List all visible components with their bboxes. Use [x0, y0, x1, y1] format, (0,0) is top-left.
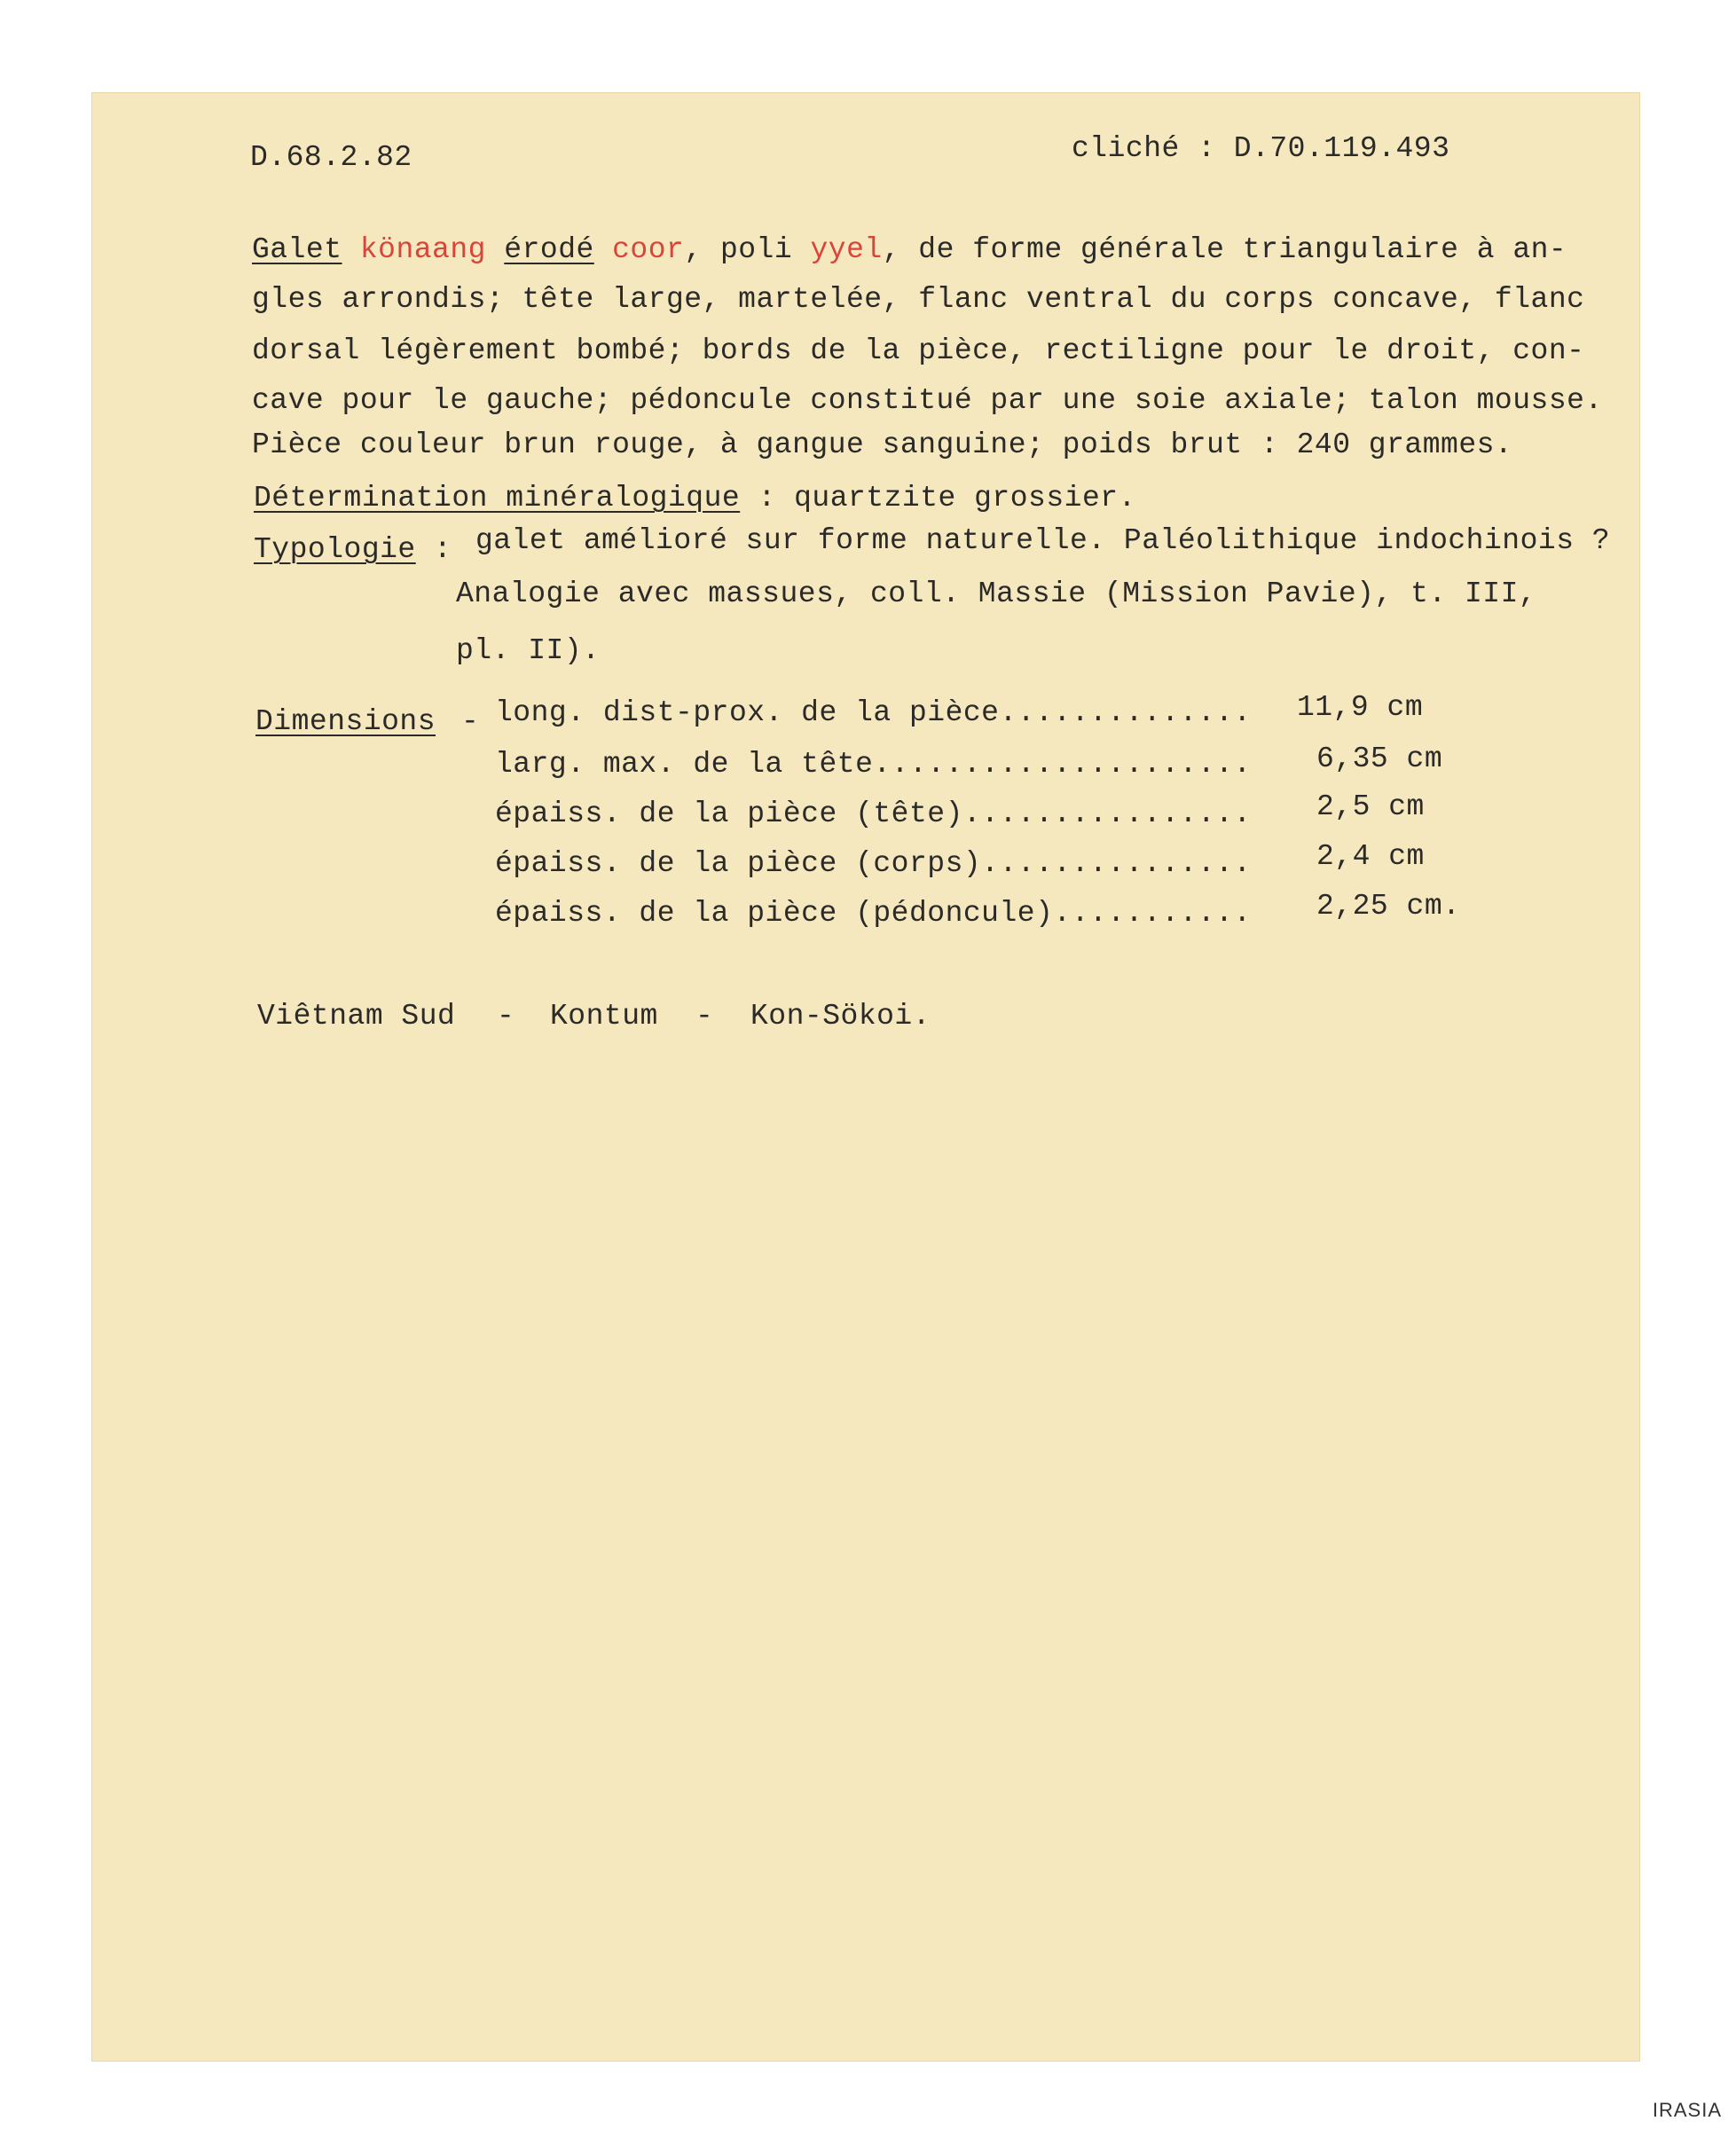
determination-line: [254, 481, 1136, 516]
dimensions-dash: -: [461, 705, 480, 738]
word-galet: Galet: [252, 233, 342, 266]
dimension-row-label: long. dist-prox. de la pièce..............: [495, 696, 1252, 729]
dimension-row-value: 11,9 cm: [1297, 691, 1424, 724]
determination-value: : quartzite grossier.: [740, 482, 1136, 515]
typologie-label: Typologie: [254, 533, 416, 566]
word-erode: érodé: [504, 233, 594, 266]
word-yyel: yyel: [810, 233, 883, 266]
typologie-line-3: pl. II).: [456, 634, 601, 667]
dimension-row-value: 2,25 cm.: [1316, 890, 1461, 923]
description-line-1: [252, 232, 1567, 268]
word-coor: coor: [612, 233, 685, 266]
dimensions-label: Dimensions: [255, 705, 436, 738]
dimension-row-label: épaiss. de la pièce (pédoncule)...........: [495, 897, 1252, 930]
location-separator: -: [695, 1000, 714, 1033]
description-line-3: dorsal légèrement bombé; bords de la pièce, rectiligne pour le droit, con-: [252, 334, 1585, 367]
location-country: Viêtnam Sud: [257, 1000, 456, 1033]
location-separator: -: [497, 1000, 515, 1033]
description-line-2: gles arrondis; tête large, martelée, flanc ventral du corps concave, flanc: [252, 283, 1585, 316]
dimension-row-value: 2,5 cm: [1316, 790, 1425, 823]
determination-label: Détermination minéralogique: [254, 482, 741, 515]
typologie-heading: [254, 532, 452, 568]
description-line-5: Pièce couleur brun rouge, à gangue sanguine; poids brut : 240 grammes.: [252, 428, 1513, 461]
word-konaang: könaang: [359, 233, 486, 266]
dimension-row-value: 2,4 cm: [1316, 840, 1425, 873]
dimension-row-label: épaiss. de la pièce (tête)................: [495, 797, 1252, 830]
inventory-number: D.68.2.82: [250, 141, 412, 174]
typologie-line-1: galet amélioré sur forme naturelle. Paléolithique indochinois ?: [475, 524, 1611, 557]
description-line-1-rest: , de forme générale triangulaire à an-: [882, 233, 1567, 266]
description-line-4: cave pour le gauche; pédoncule constitué par une soie axiale; talon mousse.: [252, 384, 1603, 417]
typologie-line-2: Analogie avec massues, coll. Massie (Mission Pavie), t. III,: [456, 577, 1537, 610]
typologie-separator: :: [415, 533, 452, 566]
dimension-row-value: 6,35 cm: [1316, 742, 1443, 775]
cliche-number: D.70.119.493: [1233, 132, 1450, 165]
location-place: Kon-Sökoi.: [750, 1000, 931, 1033]
dimensions-heading: [255, 704, 436, 740]
location-province: Kontum: [550, 1000, 658, 1033]
cliche-label: cliché: [1072, 132, 1180, 165]
word-poli: , poli: [684, 233, 793, 266]
cliche-reference: [1072, 131, 1449, 167]
dimension-row-label: larg. max. de la tête.....................: [495, 748, 1252, 781]
irasia-watermark: IRASIA: [1652, 2099, 1722, 2121]
dimension-row-label: épaiss. de la pièce (corps)...............: [495, 847, 1252, 880]
cliche-separator: :: [1179, 132, 1234, 165]
